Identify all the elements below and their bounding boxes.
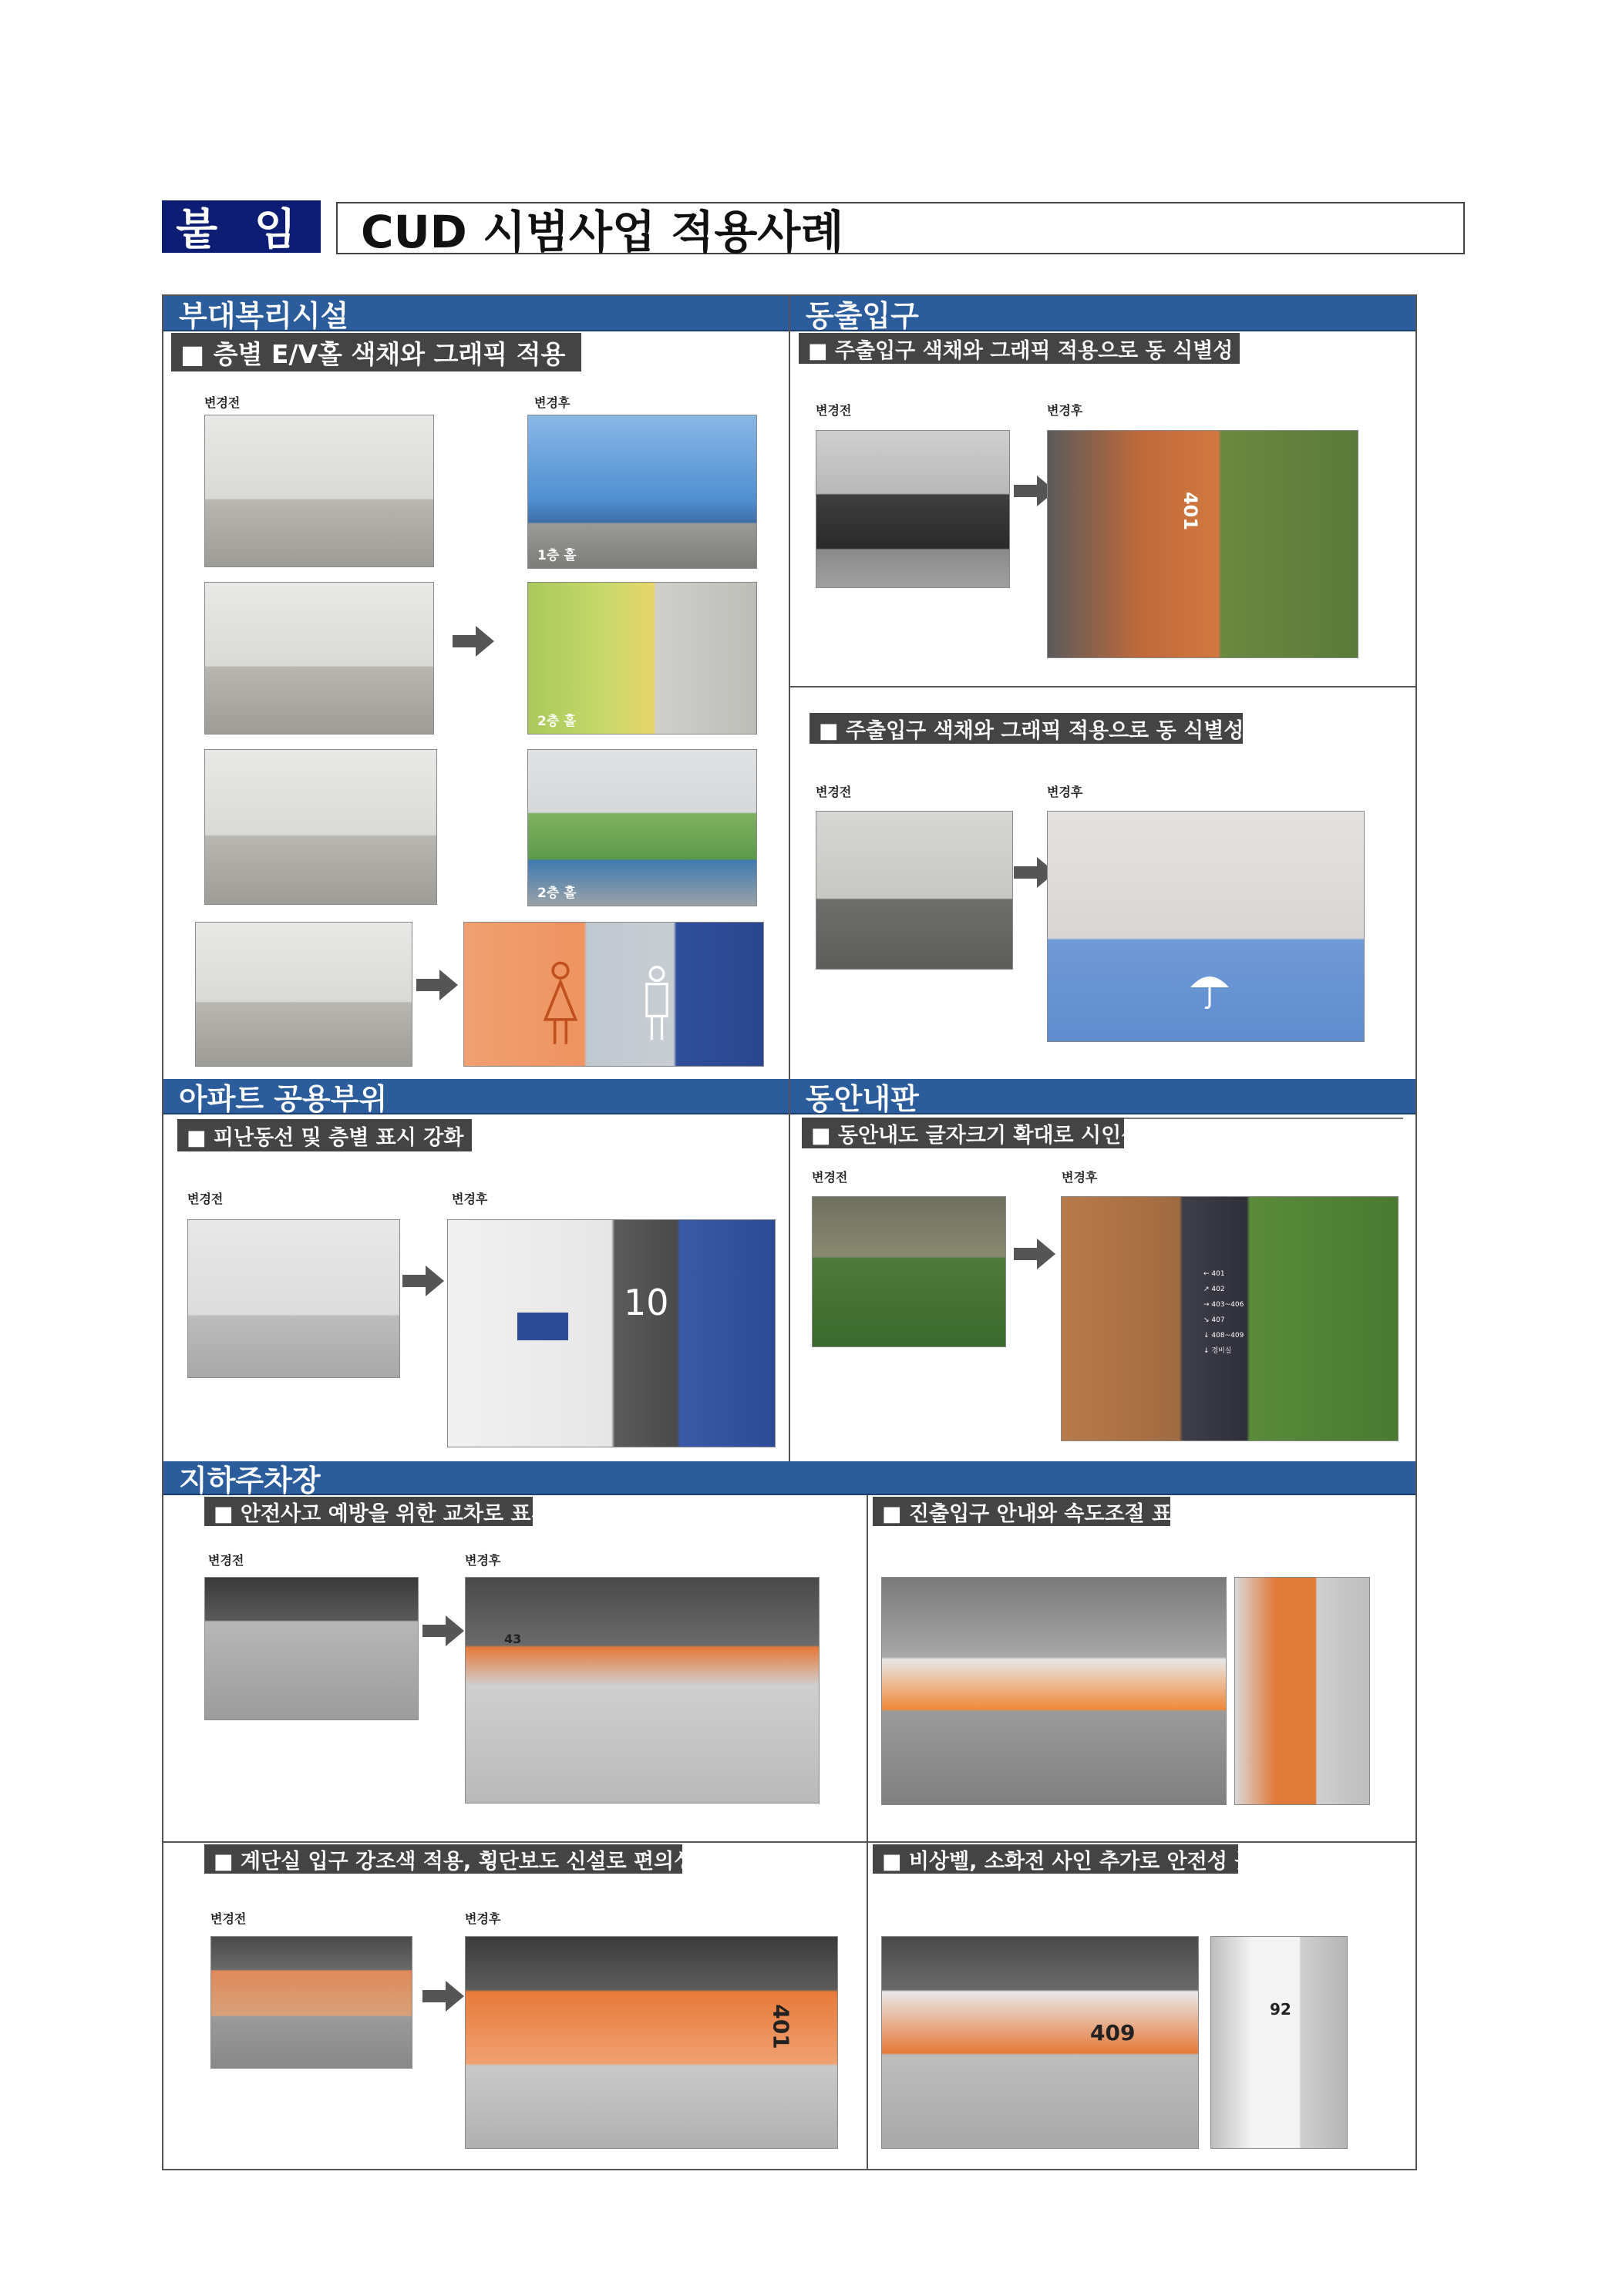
photo-welfare-after-2 [527, 582, 757, 735]
pillar-number-43: 43 [504, 1632, 522, 1646]
entrance-before-label-2: 변경전 [816, 785, 852, 799]
parking-after-label-2: 변경후 [465, 1911, 501, 1926]
photo-parking-extinguisher [1210, 1936, 1348, 2149]
attachment-badge: 붙 임 [162, 200, 321, 253]
caption-1f-hall: 1층 홀 [537, 548, 577, 563]
welfare-subtitle: ■ 층별 E/V홀 색채와 그래픽 적용 [171, 333, 581, 371]
entrance-subtitle-2: ■ 주출입구 색채와 그래픽 적용으로 동 식별성 높임 [810, 713, 1243, 744]
woman-pictogram-icon [541, 961, 580, 1046]
photo-guide-before [812, 1196, 1006, 1347]
parking-before-label-2: 변경전 [210, 1911, 247, 1926]
guide-subtitle: ■ 동안내도 글자크기 확대로 시인성 높임 [802, 1118, 1124, 1148]
floor-number-sign: 10 [624, 1282, 669, 1323]
photo-guide-after [1061, 1196, 1399, 1441]
page-title [336, 202, 1465, 258]
arrow-right-icon [422, 1614, 464, 1648]
arrow-right-icon [1014, 1237, 1055, 1271]
pillar-number-409: 409 [1090, 2020, 1136, 2046]
pillar-number-92: 92 [1270, 2000, 1291, 2019]
entrance-after-label-1: 변경후 [1047, 403, 1083, 418]
photo-welfare-after-1 [527, 415, 757, 569]
umbrella-icon [1186, 966, 1233, 1012]
photo-welfare-before-4 [195, 922, 412, 1067]
photo-welfare-before-1 [204, 415, 434, 567]
arrow-right-icon [402, 1264, 444, 1298]
pillar-number-401: 401 [768, 2004, 794, 2049]
photo-parking-after-2 [465, 1936, 838, 2149]
photo-common-after [447, 1219, 776, 1447]
parking-subtitle-3: ■ 계단실 입구 강조색 적용, 횡단보도 신설로 편의성 높임 [204, 1844, 682, 1874]
guide-sign-line: ↓ 경비실 [1203, 1347, 1232, 1355]
parking-subtitle-4: ■ 비상벨, 소화전 사인 추가로 안전성 높임 [873, 1844, 1238, 1874]
common-before-label: 변경전 [187, 1192, 224, 1206]
photo-entrance-before-1 [816, 430, 1010, 588]
divider-entrance-split [790, 686, 1416, 687]
photo-welfare-after-4 [463, 922, 764, 1067]
evacuation-sign [517, 1313, 568, 1340]
photo-parking-pillar-sign [1234, 1577, 1370, 1805]
caption-2f-hall-a: 2층 홀 [537, 714, 577, 729]
arrow-right-icon [453, 624, 494, 658]
photo-welfare-before-2 [204, 582, 434, 735]
arrow-right-icon [416, 968, 458, 1002]
guide-sign-board [1200, 1259, 1248, 1428]
page-title-text: CUD 시범사업 적용사례 [361, 206, 844, 258]
photo-welfare-after-3 [527, 749, 757, 906]
section-header-welfare: 부대복리시설 [163, 296, 789, 331]
entrance-before-label-1: 변경전 [816, 403, 852, 418]
photo-entrance-before-2 [816, 811, 1013, 970]
section-header-entrance: 동출입구 [790, 296, 1415, 331]
photo-parking-ramp [881, 1577, 1227, 1805]
arrow-right-icon [422, 1979, 464, 2013]
photo-welfare-before-3 [204, 749, 437, 905]
parking-subtitle-1: ■ 안전사고 예방을 위한 교차로 표시 [204, 1497, 533, 1526]
photo-parking-emergency-bell [881, 1936, 1199, 2149]
guide-before-label: 변경전 [812, 1170, 848, 1185]
section-header-common: 아파트 공용부위 [163, 1079, 789, 1114]
guide-sign-line: ↘ 407 [1203, 1316, 1225, 1324]
parking-after-label-1: 변경후 [465, 1553, 501, 1568]
caption-2f-hall-b: 2층 홀 [537, 886, 577, 901]
guide-sign-line: ↓ 408~409 [1203, 1332, 1244, 1340]
photo-common-before [187, 1219, 400, 1378]
entrance-subtitle-1: ■ 주출입구 색채와 그래픽 적용으로 동 식별성 높임 [799, 333, 1240, 364]
man-pictogram-icon [640, 961, 674, 1046]
guide-underline [1124, 1118, 1403, 1119]
parking-before-label-1: 변경전 [208, 1553, 244, 1568]
section-header-parking: 지하주차장 [163, 1461, 1415, 1495]
photo-entrance-after-2 [1047, 811, 1365, 1042]
guide-after-label: 변경후 [1062, 1170, 1098, 1185]
photo-parking-after-1 [465, 1577, 820, 1804]
divider-parking-center [867, 1494, 868, 2170]
building-number-sign: 401 [1180, 491, 1202, 531]
welfare-before-label: 변경전 [204, 395, 241, 410]
entrance-after-label-2: 변경후 [1047, 785, 1083, 799]
guide-sign-line: ↗ 402 [1203, 1286, 1225, 1293]
photo-parking-before-2 [210, 1936, 412, 2069]
photo-parking-before-1 [204, 1577, 419, 1720]
section-header-guide: 동안내판 [790, 1079, 1415, 1114]
common-subtitle: ■ 피난동선 및 층별 표시 강화 [177, 1119, 472, 1151]
divider-parking-split [163, 1841, 1416, 1843]
guide-sign-line: → 403~406 [1203, 1301, 1244, 1309]
guide-sign-line: ← 401 [1203, 1270, 1225, 1278]
common-after-label: 변경후 [452, 1192, 488, 1206]
photo-entrance-after-1 [1047, 430, 1358, 658]
divider-top-center [789, 294, 790, 1461]
welfare-after-label: 변경후 [534, 395, 571, 410]
parking-subtitle-2: ■ 진출입구 안내와 속도조절 표시 [873, 1497, 1170, 1526]
